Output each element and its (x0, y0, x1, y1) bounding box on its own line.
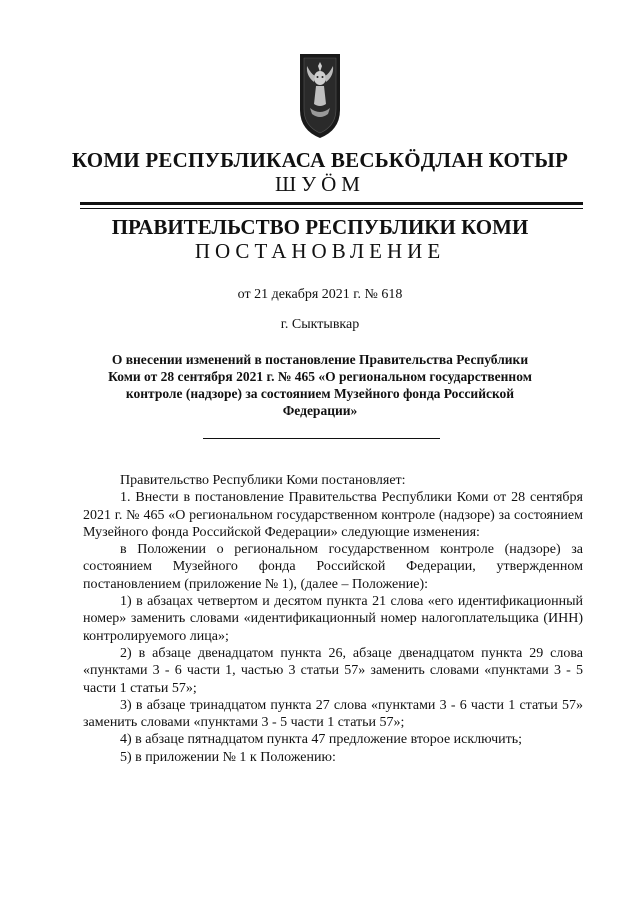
body-paragraph: 4) в абзаце пятнадцатом пункта 47 предложение второе исключить; (120, 732, 523, 748)
header-divider-thick (80, 202, 583, 205)
document-body (83, 472, 583, 766)
body-paragraph: 2) в абзаце двенадцатом пункта 26, абзаце двенадцатом пункта 29 слова «пунктами 3 - 6 части 1, частью 3 статьи 57» заменить словами «пунктами 3 - 5 части 1 статьи 57»; (83, 645, 583, 696)
subject-underline (203, 438, 440, 439)
body-paragraph: Правительство Республики Коми постановляет: (120, 473, 406, 488)
government-title: ПРАВИТЕЛЬСТВО РЕСПУБЛИКИ КОМИ (111, 215, 529, 239)
document-city: г. Сыктывкар (280, 317, 360, 332)
document-subject: О внесении изменений в постановление Правительства Республики Коми от 28 сентября 2021 г. № 465 «О региональном государственном контроле (надзоре) за состоянием Музейного фонда Российской Федерации» (108, 352, 532, 418)
body-paragraph: в Положении о региональном государственном контроле (надзоре) за состоянием Музейного фонда Российской Федерации, утвержденном постановлением (приложение № 1), (далее – Положение): (83, 542, 583, 592)
body-paragraph: 1) в абзацах четвертом и десятом пункта 21 слова «его идентификационный номер» заменить словами «идентификационный номер налогоплательщика (ИНН) контролируемого лица»; (83, 594, 583, 644)
komi-coat-of-arms-icon (296, 52, 344, 140)
body-paragraph: 1. Внести в постановление Правительства Республики Коми от 28 сентября 2021 г. № 465 «О региональном государственном контроле (надзоре) за состоянием Музейного фонда Российской Федерации» следующие изменения: (83, 490, 583, 540)
document-date-number: от 21 декабря 2021 г. № 618 (237, 287, 403, 302)
komi-language-title: КОМИ РЕСПУБЛИКАСА ВЕСЬКÖДЛАН КОТЫР (71, 148, 569, 172)
body-paragraph: 3) в абзаце тринадцатом пункта 27 слова «пунктами 3 - 6 части 1 статьи 57» заменить словами «пунктами 3 - 5 части 1 статьи 57»; (83, 697, 583, 731)
header-divider-thin (80, 208, 583, 209)
komi-language-subtitle: ШУÖМ (275, 172, 365, 196)
body-paragraph: 5) в приложении № 1 к Положению: (120, 749, 336, 765)
document-type: ПОСТАНОВЛЕНИЕ (194, 239, 446, 263)
